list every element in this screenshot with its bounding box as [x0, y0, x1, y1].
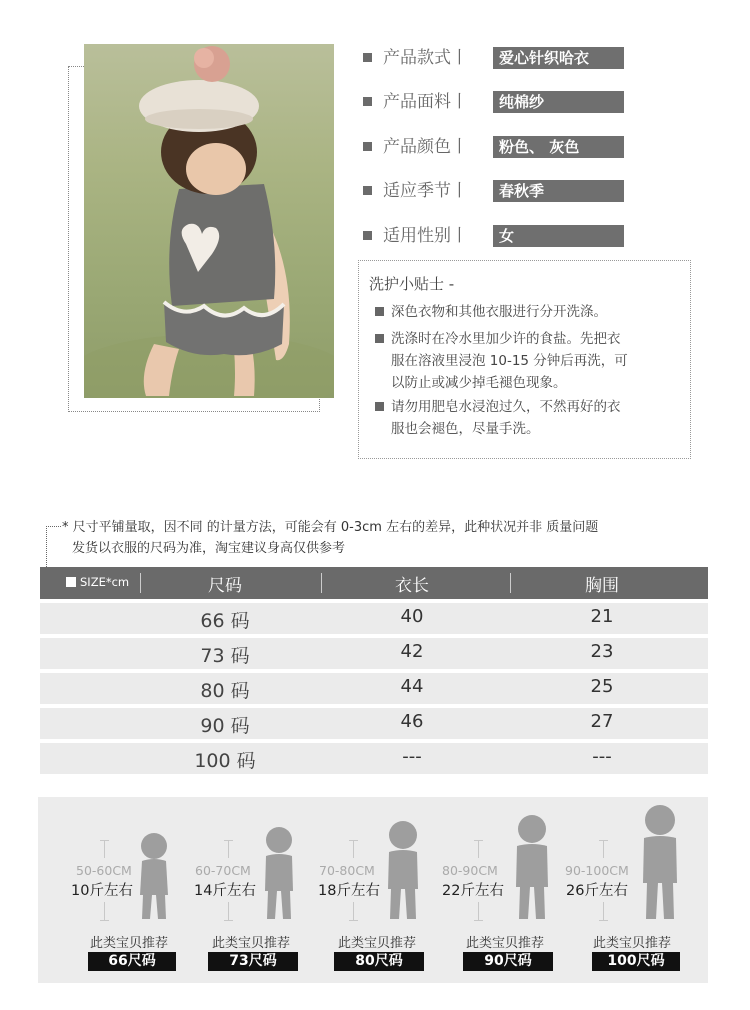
product-photo	[84, 44, 334, 398]
spec-value: 爱心针织哈衣	[493, 47, 624, 69]
height-range: 80-90CM	[442, 863, 498, 878]
height-tick-line	[228, 902, 229, 920]
recommendation-card-90	[412, 797, 546, 983]
care-tip-line: 请勿用肥皂水浸泡过久，不然再好的衣	[391, 399, 621, 415]
height-tick-cap	[224, 920, 233, 921]
spec-value: 春秋季	[493, 180, 624, 202]
height-range: 70-80CM	[319, 863, 375, 878]
recommend-text: 此类宝贝推荐	[593, 936, 672, 951]
weight: 14斤左右	[194, 883, 256, 899]
child-in-knit-romper-illustration	[84, 44, 334, 398]
cell-size: 66 码	[200, 610, 250, 632]
recommendation-card-66	[38, 797, 172, 983]
height-tick-cap	[599, 920, 608, 921]
cell-chest: 23	[590, 641, 614, 662]
header-divider	[510, 573, 511, 593]
height-tick-cap	[349, 920, 358, 921]
recommended-size-badge: 90尺码	[463, 952, 553, 971]
older-kid-silhouette-icon	[639, 805, 681, 925]
height-range: 60-70CM	[195, 863, 251, 878]
height-range: 50-60CM	[76, 863, 132, 878]
cell-length: ---	[402, 746, 422, 767]
cell-length: 42	[400, 641, 424, 662]
height-tick-line	[353, 840, 354, 858]
header-divider	[140, 573, 141, 593]
table-row	[40, 743, 708, 774]
bullet-square	[363, 97, 372, 106]
height-tick-line	[353, 902, 354, 920]
cell-chest: ---	[592, 746, 612, 767]
spec-label: 适应季节丨	[383, 181, 468, 201]
table-row	[40, 638, 708, 669]
header-chest: 胸围	[585, 576, 619, 596]
spec-label: 产品款式丨	[383, 48, 468, 68]
size-unit-label: SIZE*cm	[80, 575, 130, 589]
care-tips-box	[358, 260, 691, 459]
cell-size: 100 码	[194, 750, 256, 772]
height-tick-line	[478, 902, 479, 920]
header-size: 尺码	[208, 576, 242, 596]
bullet-square	[363, 142, 372, 151]
height-tick-cap	[100, 920, 109, 921]
spec-value: 女	[493, 225, 624, 247]
spec-value: 纯棉纱	[493, 91, 624, 113]
weight: 26斤左右	[566, 883, 628, 899]
recommend-text: 此类宝贝推荐	[466, 936, 545, 951]
header-divider	[321, 573, 322, 593]
header-length: 衣长	[395, 576, 429, 596]
spec-label: 产品颜色丨	[383, 137, 468, 157]
height-range: 90-100CM	[565, 863, 629, 878]
recommended-size-badge: 100尺码	[592, 952, 680, 971]
care-tip-item	[391, 328, 671, 394]
table-row	[40, 673, 708, 704]
care-tip-line: 服在溶液里浸泡 10-15 分钟后再洗，可	[391, 353, 628, 369]
size-unit-tag	[66, 575, 129, 589]
recommended-size-badge: 66尺码	[88, 952, 176, 971]
weight: 18斤左右	[318, 883, 380, 899]
care-tips-title: 洗护小贴士 -	[369, 275, 455, 293]
recommendation-card-80	[287, 797, 421, 983]
size-table-header	[40, 567, 708, 599]
recommend-text: 此类宝贝推荐	[90, 936, 169, 951]
cell-size: 90 码	[200, 715, 250, 737]
care-tip-line: 服也会褪色，尽量手洗。	[391, 421, 540, 437]
cell-length: 46	[400, 711, 424, 732]
size-recommendation-panel	[38, 797, 708, 983]
height-tick-line	[603, 840, 604, 858]
spec-value: 粉色、 灰色	[493, 136, 624, 158]
height-tick-cap	[474, 920, 483, 921]
bullet-square	[375, 307, 384, 316]
white-square-icon	[66, 577, 76, 587]
height-tick-line	[603, 902, 604, 920]
recommend-text: 此类宝贝推荐	[212, 936, 291, 951]
recommend-text: 此类宝贝推荐	[338, 936, 417, 951]
care-tip-line: 以防止或减少掉毛褪色现象。	[391, 375, 567, 391]
spec-label: 适用性别丨	[383, 226, 468, 246]
cell-size: 73 码	[200, 645, 250, 667]
bullet-square	[363, 53, 372, 62]
recommendation-card-100	[537, 797, 671, 983]
bullet-square	[375, 334, 384, 343]
weight: 10斤左右	[71, 883, 133, 899]
bullet-square	[363, 186, 372, 195]
bullet-square	[363, 231, 372, 240]
spec-label: 产品面料丨	[383, 92, 468, 112]
height-tick-line	[104, 902, 105, 920]
height-tick-line	[478, 840, 479, 858]
cell-chest: 25	[590, 676, 614, 697]
care-tip-item	[391, 396, 671, 440]
weight: 22斤左右	[442, 883, 504, 899]
cell-chest: 27	[590, 711, 614, 732]
measurement-note-line1: * 尺寸平铺量取，因不同 的计量方法，可能会有 0-3cm 左右的差异，此种状况并非 质量问题	[62, 520, 599, 535]
measurement-note-line2: 发货以衣服的尺码为准，淘宝建议身高仅供参考	[72, 541, 346, 556]
table-row	[40, 603, 708, 634]
bullet-square	[375, 402, 384, 411]
height-tick-line	[104, 840, 105, 858]
height-tick-line	[228, 840, 229, 858]
cell-chest: 21	[590, 606, 614, 627]
cell-length: 40	[400, 606, 424, 627]
care-tip-item	[391, 301, 671, 323]
care-tip-line: 洗涤时在冷水里加少许的食盐。先把衣	[391, 331, 621, 347]
cell-size: 80 码	[200, 680, 250, 702]
recommended-size-badge: 73尺码	[208, 952, 298, 971]
table-row	[40, 708, 708, 739]
care-tip-line: 深色衣物和其他衣服进行分开洗涤。	[391, 304, 607, 320]
cell-length: 44	[400, 676, 424, 697]
recommendation-card-73	[162, 797, 296, 983]
recommended-size-badge: 80尺码	[334, 952, 424, 971]
